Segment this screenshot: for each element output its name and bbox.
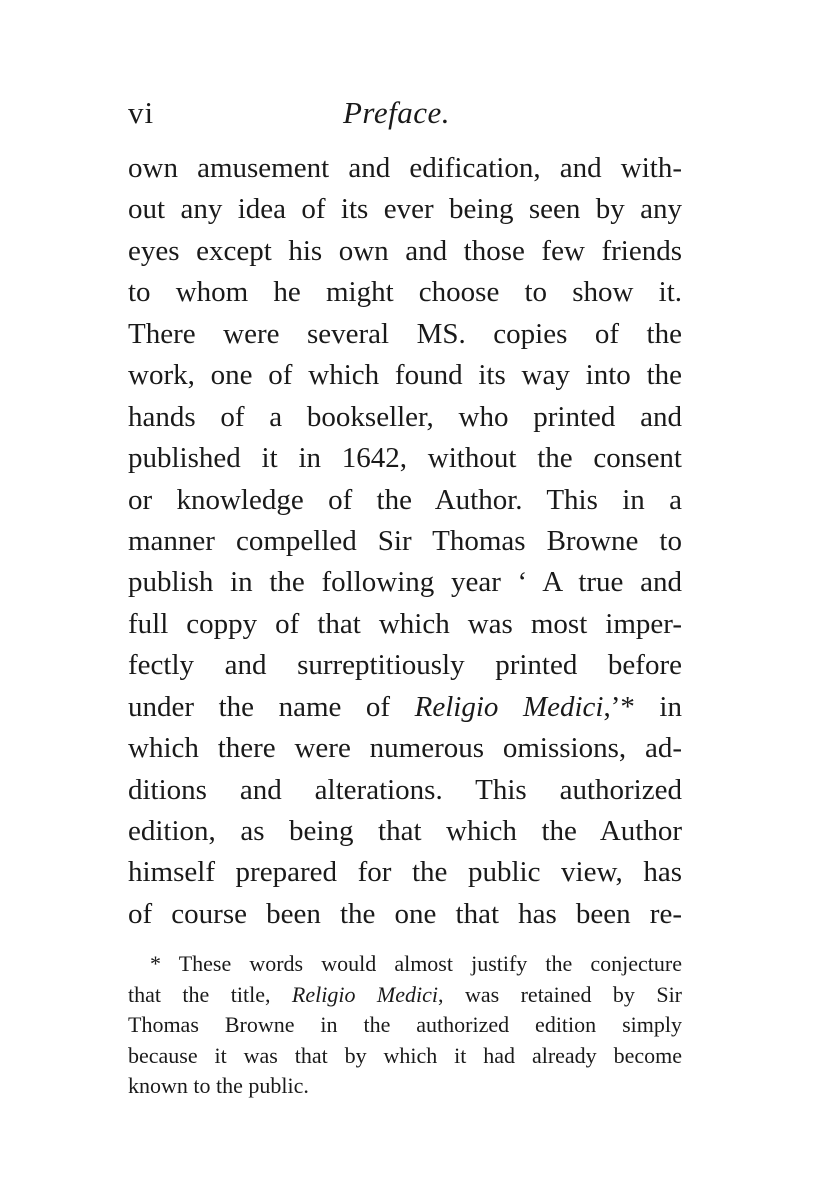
text-line: to whom he might choose to show it.: [128, 276, 682, 309]
text-line: which there were numerous omissions, ad-: [128, 732, 682, 765]
page-header: [128, 88, 682, 138]
text-segment: under the name of: [128, 690, 415, 723]
text-line: ditions and alterations. This authorized: [128, 773, 682, 806]
text-line: fectly and surreptitiously printed before: [128, 649, 682, 682]
text-line: publish in the following year ‘ A true and: [128, 566, 682, 599]
text-line: eyes except his own and those few friends: [128, 234, 682, 267]
text-line: full coppy of that which was most imper-: [128, 607, 682, 640]
text-line: manner compelled Sir Thomas Browne to: [128, 524, 682, 557]
text-line-with-title: [128, 687, 682, 728]
text-line: or knowledge of the Author. This in a: [128, 483, 682, 516]
footnote-line-with-title: [128, 980, 682, 1011]
text-line: himself prepared for the public view, has: [128, 856, 682, 889]
footnote: [128, 949, 682, 1102]
footnote-line: * These words would almost justify the conjecture: [150, 951, 682, 976]
text-segment: , was retained by Sir: [438, 981, 683, 1007]
book-title-religio-medici: Religio Medici: [414, 690, 604, 723]
text-line: out any idea of its ever being seen by any: [128, 193, 682, 226]
text-segment: ,’* in: [603, 690, 682, 723]
running-head: Preface.: [343, 95, 450, 130]
text-line: edition, as being that which the Author: [128, 815, 682, 847]
footnote-line: because it was that by which it had already become: [128, 1042, 682, 1068]
footnote-line: Thomas Browne in the authorized edition simply: [128, 1012, 682, 1038]
text-line: of course been the one that has been re-: [128, 897, 682, 930]
text-line: own amusement and edification, and with-: [128, 152, 682, 184]
book-title-religio-medici: Religio Medici: [291, 981, 438, 1007]
text-line: There were several MS. copies of the: [128, 317, 682, 350]
footnote-line: known to the public.: [128, 1073, 309, 1099]
text-line: hands of a bookseller, who printed and: [128, 400, 682, 433]
text-line: work, one of which found its way into the: [128, 359, 682, 392]
text-segment: that the title,: [128, 981, 292, 1007]
page-number: vi: [128, 95, 155, 130]
body-text: [128, 148, 682, 935]
text-line: published it in 1642, without the consent: [128, 442, 682, 475]
